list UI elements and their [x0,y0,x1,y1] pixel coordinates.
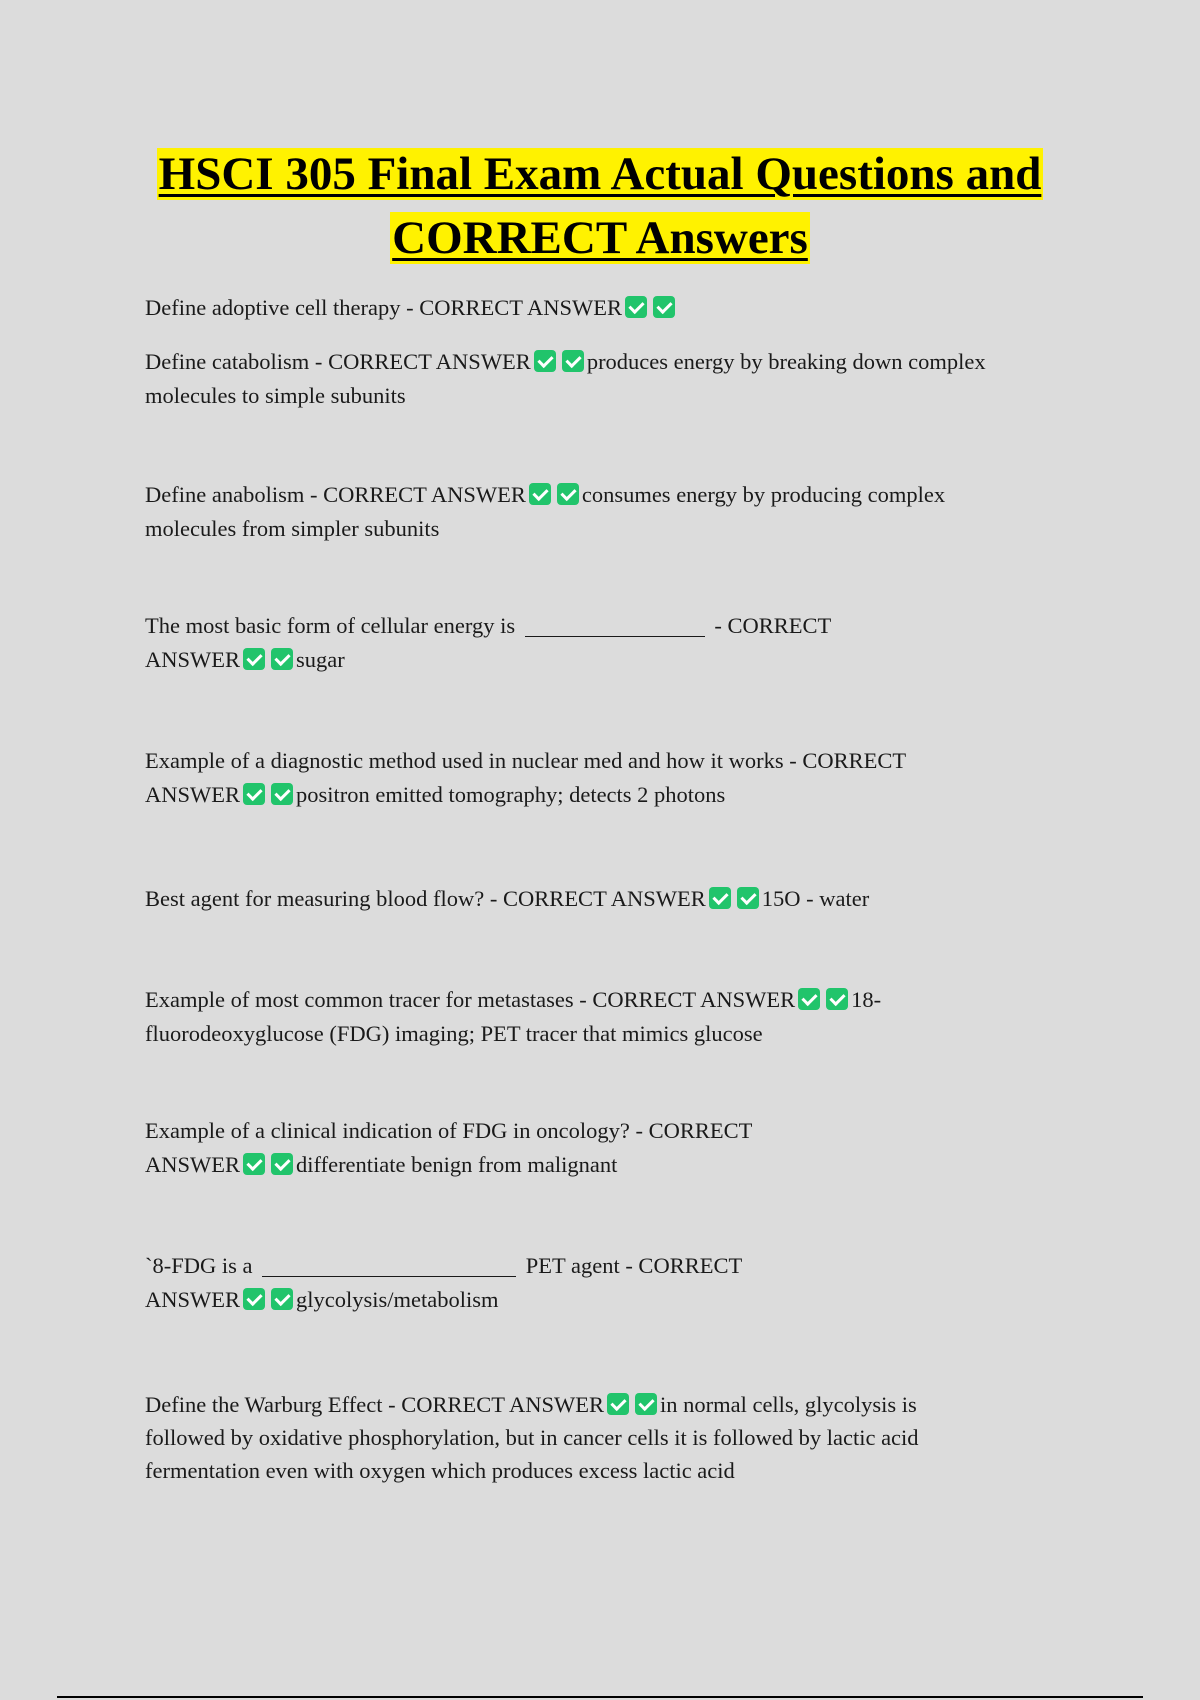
qa-item-4 [145,609,1025,677]
qa-item-3 [145,478,1025,546]
question-text: Best agent for measuring blood flow? - [145,886,504,911]
check-mark-icon [243,1288,265,1310]
question-text: Define adoptive cell therapy - [145,295,420,320]
qa-item-7 [145,983,1025,1051]
check-mark-icon [271,648,293,670]
question-text-cont: PET agent - CORRECT [520,1253,743,1278]
question-text: Define the Warburg Effect - [145,1392,402,1417]
check-mark-icon [557,483,579,505]
answer-marker: ANSWER [145,1287,240,1312]
check-mark-icon [243,783,265,805]
check-mark-icon [562,350,584,372]
answer-marker: ANSWER [145,647,240,672]
check-mark-icon [271,783,293,805]
question-text: Example of a diagnostic method used in nuclear med and how it works - CORRECT [145,748,907,773]
question-text: Define catabolism - [145,349,329,374]
answer-text: sugar [296,647,345,672]
check-mark-icon [529,483,551,505]
question-text-cont: - CORRECT [708,613,832,638]
answer-text: 15O - water [761,886,870,911]
title-line-1: HSCI 305 Final Exam Actual Questions and [158,148,1042,200]
answer-text: 18-fluorodeoxyglucose (FDG) imaging; PET tracer that mimics glucose [145,987,882,1046]
answer-marker: CORRECT ANSWER [503,886,706,911]
answer-text: produces energy by breaking down complex molecules to simple subunits [145,349,986,408]
answer-text: followed by oxidative phosphorylation, but in cancer cells it is followed by lactic acid [145,1425,919,1450]
title-line-2: CORRECT Answers [392,212,808,264]
footer-rule [57,1696,1143,1698]
answer-text: fermentation even with oxygen which produces excess lactic acid [145,1458,735,1483]
answer-text: glycolysis/metabolism [296,1287,499,1312]
question-text: Example of most common tracer for metastases - [145,987,593,1012]
question-text: Define anabolism - [145,482,324,507]
qa-item-8 [145,1114,1025,1182]
check-mark-icon [243,1153,265,1175]
answer-text: in normal cells, glycolysis is [659,1392,917,1417]
answer-marker: ANSWER [145,782,240,807]
check-mark-icon [271,1153,293,1175]
answer-marker: CORRECT ANSWER [401,1392,604,1417]
check-mark-icon [635,1393,657,1415]
check-mark-icon [243,648,265,670]
answer-text: differentiate benign from malignant [296,1152,618,1177]
check-mark-icon [625,296,647,318]
check-mark-icon [653,296,675,318]
check-mark-icon [737,887,759,909]
answer-marker: CORRECT ANSWER [323,482,526,507]
qa-item-2 [145,345,1025,413]
answer-marker: ANSWER [145,1152,240,1177]
qa-item-6 [145,882,1025,916]
check-mark-icon [534,350,556,372]
document-title [130,142,1070,270]
check-mark-icon [826,988,848,1010]
question-text: The most basic form of cellular energy is [145,613,521,638]
answer-marker: CORRECT ANSWER [592,987,796,1012]
answer-marker: CORRECT ANSWER [419,295,623,320]
answer-marker: CORRECT ANSWER [328,349,531,374]
question-text: Example of a clinical indication of FDG in oncology? - CORRECT [145,1118,753,1143]
answer-text: positron emitted tomography; detects 2 photons [296,782,726,807]
qa-item-5 [145,744,1025,812]
check-mark-icon [271,1288,293,1310]
answer-text: consumes energy by producing complex molecules from simpler subunits [145,482,946,541]
fill-in-blank [262,1254,516,1277]
fill-in-blank [525,614,705,637]
question-text: `8-FDG is a [145,1253,259,1278]
check-mark-icon [798,988,820,1010]
check-mark-icon [709,887,731,909]
check-mark-icon [607,1393,629,1415]
qa-item-10 [145,1388,1025,1487]
qa-item-1 [145,291,1025,325]
qa-item-9 [145,1249,1025,1317]
